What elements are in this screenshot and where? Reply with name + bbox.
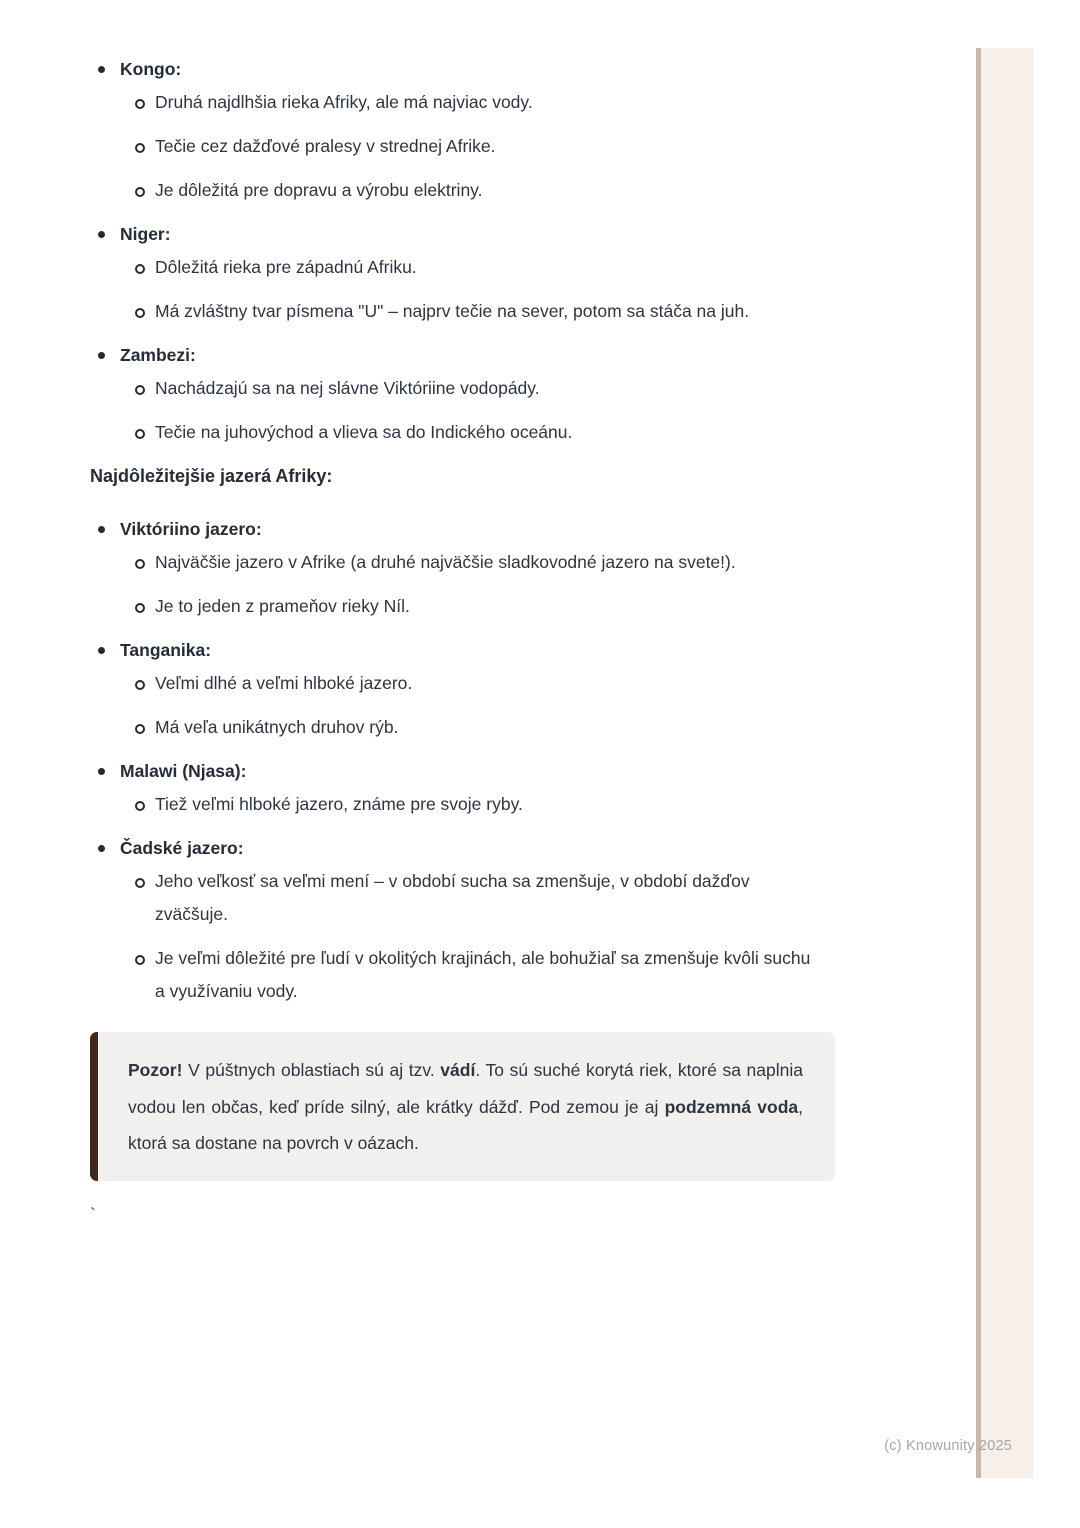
list-group-cadske-jazero bbox=[90, 832, 835, 1008]
list-group-tanganika bbox=[90, 634, 835, 744]
circle-bullet-icon bbox=[133, 130, 155, 163]
list-group-niger bbox=[90, 218, 835, 328]
list-item bbox=[90, 590, 835, 623]
callout-segment: , ktorá sa dostane na povrch v oázach. bbox=[128, 1096, 803, 1153]
callout-segment-bold: vádí bbox=[440, 1060, 476, 1080]
list-group-malawi bbox=[90, 755, 835, 821]
list-item bbox=[90, 339, 835, 372]
circle-bullet-icon bbox=[133, 372, 155, 405]
list-item-label: Malawi (Njasa): bbox=[120, 761, 247, 781]
callout-text bbox=[128, 1052, 803, 1162]
page-edge-stripe bbox=[976, 48, 1033, 1478]
list-item-text: Je to jeden z prameňov rieky Níl. bbox=[155, 596, 410, 616]
circle-bullet-icon bbox=[133, 590, 155, 623]
list-item bbox=[90, 218, 835, 251]
list-item bbox=[90, 295, 835, 328]
section-heading-lakes: Najdôležitejšie jazerá Afriky: bbox=[90, 466, 333, 486]
list-item-text: Tečie na juhovýchod a vlieva sa do Indického oceánu. bbox=[155, 422, 573, 442]
list-item bbox=[90, 416, 835, 449]
list-item bbox=[90, 130, 835, 163]
circle-bullet-icon bbox=[133, 295, 155, 328]
list-item-text: Druhá najdlhšia rieka Afriky, ale má najviac vody. bbox=[155, 92, 533, 112]
list-item bbox=[90, 865, 835, 931]
list-item bbox=[90, 788, 835, 821]
bullet-icon bbox=[90, 755, 120, 788]
list-item-text: Najväčšie jazero v Afrike (a druhé najväčšie sladkovodné jazero na svete!). bbox=[155, 552, 736, 572]
list-item-text: Nachádzajú sa na nej slávne Viktóriine vodopády. bbox=[155, 378, 540, 398]
bullet-icon bbox=[90, 339, 120, 372]
list-item-label: Zambezi: bbox=[120, 345, 196, 365]
list-item bbox=[90, 251, 835, 284]
list-item bbox=[90, 832, 835, 865]
list-item-text: Tečie cez dažďové pralesy v strednej Afrike. bbox=[155, 136, 496, 156]
callout-segment-bold: podzemná voda bbox=[664, 1096, 799, 1117]
list-item-label: Kongo: bbox=[120, 59, 182, 79]
circle-bullet-icon bbox=[133, 711, 155, 744]
bullet-icon bbox=[90, 634, 120, 667]
list-item-label: Čadské jazero: bbox=[120, 838, 244, 858]
bullet-icon bbox=[90, 218, 120, 251]
list-item bbox=[90, 711, 835, 744]
list-item-text: Veľmi dlhé a veľmi hlboké jazero. bbox=[155, 673, 413, 693]
circle-bullet-icon bbox=[133, 865, 155, 898]
copyright-footer: (c) Knowunity 2025 bbox=[884, 1438, 1012, 1454]
list-item-text: Tiež veľmi hlboké jazero, známe pre svoje ryby. bbox=[155, 794, 523, 814]
bullet-icon bbox=[90, 53, 120, 86]
list-item-text: Je veľmi dôležité pre ľudí v okolitých krajinách, ale bohužiaľ sa zmenšuje kvôli suchu a využívaniu vody. bbox=[155, 948, 811, 1001]
page-content bbox=[90, 53, 835, 1225]
circle-bullet-icon bbox=[133, 667, 155, 700]
stray-backtick: ` bbox=[90, 1204, 96, 1224]
list-item bbox=[90, 53, 835, 86]
callout-box bbox=[90, 1032, 835, 1181]
circle-bullet-icon bbox=[133, 86, 155, 119]
list-item bbox=[90, 634, 835, 667]
list-item-text: Má zvláštny tvar písmena "U" – najprv tečie na sever, potom sa stáča na juh. bbox=[155, 301, 750, 321]
circle-bullet-icon bbox=[133, 942, 155, 975]
circle-bullet-icon bbox=[133, 788, 155, 821]
list-item-text: Dôležitá rieka pre západnú Afriku. bbox=[155, 257, 417, 277]
list-item bbox=[90, 755, 835, 788]
callout-segment: V púštnych oblastiach sú aj tzv. bbox=[182, 1060, 441, 1080]
list-item bbox=[90, 174, 835, 207]
list-item bbox=[90, 546, 835, 579]
list-item bbox=[90, 667, 835, 700]
list-item bbox=[90, 942, 835, 1008]
circle-bullet-icon bbox=[133, 416, 155, 449]
callout-segment-bold: Pozor! bbox=[128, 1060, 183, 1080]
list-item bbox=[90, 372, 835, 405]
bullet-icon bbox=[90, 832, 120, 865]
list-item-label: Niger: bbox=[120, 224, 171, 244]
list-group-zambezi bbox=[90, 339, 835, 449]
list-group-viktoriino-jazero bbox=[90, 513, 835, 623]
list-item-label: Tanganika: bbox=[120, 640, 212, 660]
list-item bbox=[90, 513, 835, 546]
list-item bbox=[90, 86, 835, 119]
circle-bullet-icon bbox=[133, 251, 155, 284]
bullet-icon bbox=[90, 513, 120, 546]
circle-bullet-icon bbox=[133, 546, 155, 579]
list-item-text: Je dôležitá pre dopravu a výrobu elektriny. bbox=[155, 180, 483, 200]
callout-segment: . To sú suché korytá riek, ktoré sa naplnia vodou len občas, keď príde silný, ale krátky dážď. Pod zemou je aj bbox=[128, 1060, 803, 1117]
list-item-text: Má veľa unikátnych druhov rýb. bbox=[155, 717, 399, 737]
list-item-label: Viktóriino jazero: bbox=[120, 519, 262, 539]
circle-bullet-icon bbox=[133, 174, 155, 207]
list-item-text: Jeho veľkosť sa veľmi mení – v období sucha sa zmenšuje, v období dažďov zväčšuje. bbox=[155, 871, 750, 924]
list-group-kongo bbox=[90, 53, 835, 207]
